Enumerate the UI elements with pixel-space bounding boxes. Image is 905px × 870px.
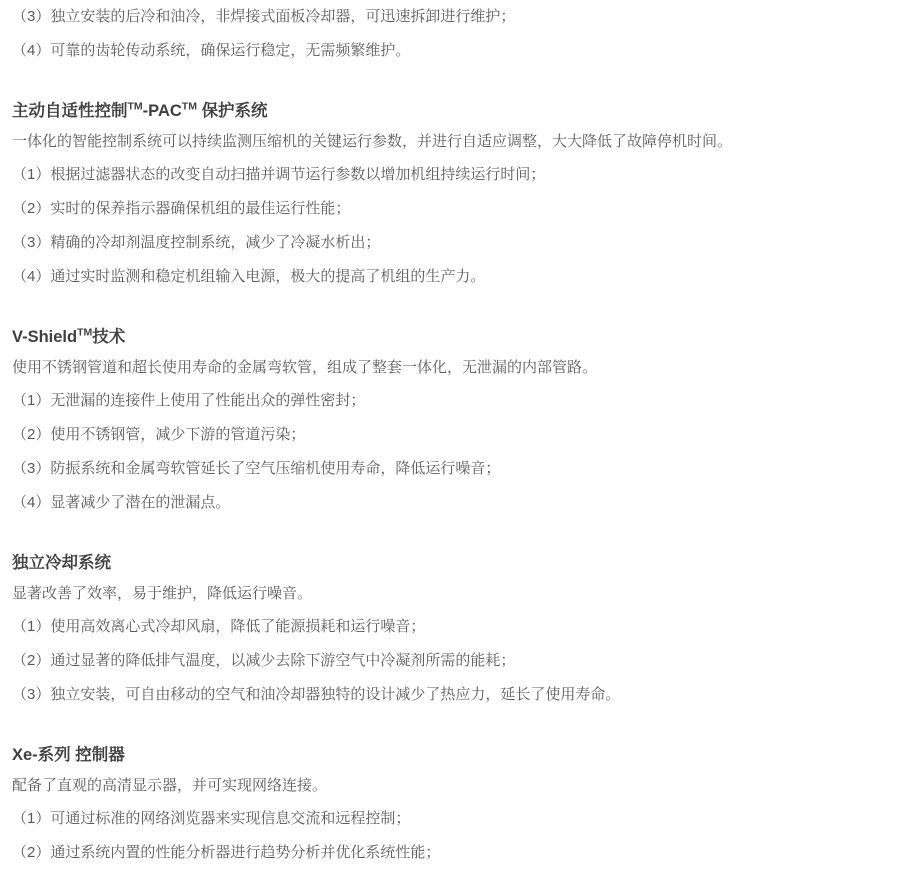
list-item: （2）使用不锈钢管，减少下游的管道污染； [12,426,306,443]
top-list [12,0,893,68]
list-item: （3）独立安装的后冷和油冷，非焊接式面板冷却器，可迅速拆卸进行维护； [12,8,516,25]
list-item: （2）实时的保养指示器确保机组的最佳运行性能； [12,200,351,217]
section-heading [12,322,893,352]
list-item: （1）无泄漏的连接件上使用了性能出众的弹性密封； [12,392,366,409]
heading-part: Xe-系列 控制器 [12,746,125,764]
heading-part: -PAC [142,102,182,120]
heading-part: 技术 [92,328,126,346]
spacer [12,68,893,96]
spacer [12,520,893,548]
list-item: （1）可通过标准的网络浏览器来实现信息交流和远程控制； [12,810,411,827]
section-heading [12,740,893,770]
section-intro: 显著改善了效率，易于维护，降低运行噪音。 [12,585,313,602]
list-item: （3）独立安装，可自由移动的空气和油冷却器独特的设计减少了热应力，延长了使用寿命。 [12,686,621,703]
list-item: （3）精确的冷却剂温度控制系统，减少了冷凝水析出； [12,234,381,251]
heading-part: V-Shield [12,328,78,346]
list-item: （4）可靠的齿轮传动系统，确保运行稳定，无需频繁维护。 [12,42,411,59]
section-independent-cooling [12,548,893,712]
section-xe-controller [12,740,893,870]
section-intro: 使用不锈钢管道和超长使用寿命的金属弯软管，组成了整套一体化，无泄漏的内部管路。 [12,359,598,376]
section-pac [12,96,893,294]
section-heading [12,96,893,126]
section-intro: 配备了直观的高清显示器，并可实现网络连接。 [12,777,328,794]
list-item: （2）通过系统内置的性能分析器进行趋势分析并优化系统性能； [12,844,441,861]
list-item: （1）根据过滤器状态的改变自动扫描并调节运行参数以增加机组持续运行时间； [12,166,546,183]
section-intro: 一体化的智能控制系统可以持续监测压缩机的关键运行参数，并进行自适应调整，大大降低了故障停机时间。 [12,133,733,150]
list-item: （1）使用高效离心式冷却风扇，降低了能源损耗和运行噪音； [12,618,426,635]
list-item: （3）防振系统和金属弯软管延长了空气压缩机使用寿命，降低运行噪音； [12,460,501,477]
heading-part: 独立冷却系统 [12,554,111,572]
section-vshield [12,322,893,520]
spacer [12,712,893,740]
heading-superscript: TM [181,100,197,113]
list-item: （4）通过实时监测和稳定机组输入电源，极大的提高了机组的生产力。 [12,268,486,285]
heading-part: 保护系统 [196,102,268,120]
list-item: （2）通过显著的降低排气温度，以减少去除下游空气中冷凝剂所需的能耗； [12,652,516,669]
heading-superscript: TM [127,100,143,113]
heading-part: 主动自适性控制 [12,102,128,120]
list-item: （4）显著减少了潜在的泄漏点。 [12,494,231,511]
section-heading [12,548,893,578]
heading-superscript: TM [77,326,93,339]
spacer [12,294,893,322]
